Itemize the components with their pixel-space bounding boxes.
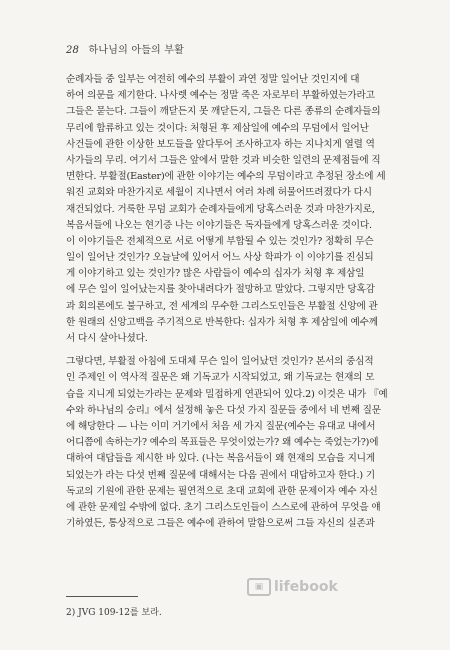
text-line: 하여 의문을 제기한다. 나사렛 예수는 정말 죽은 자로부터 부활하였는가라고 [66,90,375,102]
text-line: 일이 일어난 것인가? 오늘날에 있어서 어느 사상 학파가 이 이야기를 진심되 [66,252,374,264]
text-line: 한 원래의 신앙고백을 주기적으로 반복한다: 십자가 처형 후 제삼일에 예수께 [66,316,378,328]
text-line: 사건들에 관한 이상한 보도들을 앞다투어 조사하고자 하는 지나치게 열렬 역 [66,138,375,150]
text-line: 독교의 기원에 관한 문제는 필연적으로 초대 교회에 관한 문제이자 예수 자신 [66,485,378,497]
book-icon: ▣ [247,578,271,596]
text-line: 이 이야기들은 전체적으로 서로 어떻게 부합될 수 있는 것인가? 정확히 무슨 [66,235,374,247]
text-line: 그렇다면, 부활절 아침에 도대체 무슨 일이 일어났던 것인가? 본서의 중심적 [66,356,374,368]
text-line: 순례자들 중 일부는 여전히 예수의 부활이 과연 정말 일어난 것인지에 대 [66,74,360,85]
text-line: 복음서들에 나오는 현기증 나는 이야기들은 독자들에게 당혹스러운 것이다. [66,219,372,231]
text-line: 게 이야기하고 있는 것인가? 많은 사람들이 예수의 십자가 처형 후 제삼일 [66,268,365,280]
text-line: 인 주제인 이 역사적 질문은 왜 기독교가 시작되었고, 왜 기독교는 현재의 모 [66,372,375,384]
text-line: 워진 교회와 마찬가지로 세월이 지나면서 여러 차례 허물어뜨려졌다가 다시 [66,187,372,199]
text-line: 수와 하나님의 승리』에서 설정해 놓은 다섯 가지 질문들 중에서 네 번째 질문 [66,404,381,416]
text-line: 대하여 대답들을 제시한 바 있다. (나는 복음서들이 왜 현재의 모습을 지니게 [66,453,376,465]
footnote-divider [66,596,138,597]
text-line: 어디쯤에 속하는가? 예수의 목표들은 무엇이었는가? 왜 예수는 죽었는가?)에 [66,437,379,449]
text-line: 재건되었다. 거룩한 무덤 교회가 순례자들에게 당혹스러운 것과 마찬가지로, [66,203,375,215]
text-line: 과 회의론에도 불구하고, 전 세계의 무수한 그리스도인들은 부활절 신앙에 관 [66,300,378,312]
watermark [247,578,338,596]
paragraph-1 [66,72,400,347]
text-line: 에 관한 문제일 수밖에 없다. 초기 그리스도인들이 스스로에 관하여 무엇을 얘 [66,501,381,513]
text-line: 에 무슨 일이 일어났는지를 찾아내려다가 절망하고 말았다. 그렇지만 당혹감 [66,284,375,296]
text-line: 되었는가 라는 다섯 번째 질문에 대해서는 다음 권에서 대답하고자 한다.) 기 [66,469,376,481]
paragraph-gap [66,347,400,354]
text-line: 그들은 묻는다. 그들이 깨닫든지 못 깨닫든지, 그들은 다른 종류의 순례자들의 [66,106,381,118]
paragraph-2 [66,354,400,532]
footnote: 2) JVG 109-12를 보라. [66,608,162,618]
running-head [66,41,184,56]
text-line: 습을 지니게 되었는가라는 문제와 밀접하게 연관되어 있다.2) 이것은 내가 『예 [66,388,388,400]
body-text [66,72,400,532]
text-line: 기하였든, 통상적으로 그들은 예수에 관하여 말함으로써 그들 자신의 실존과 [66,518,375,530]
running-title: 하나님의 아들의 부활 [88,45,185,56]
page-number: 28 [66,45,80,56]
watermark-text: lifebook [274,579,338,595]
text-line: 서 다시 살아나셨다. [66,333,148,344]
text-line: 에 해당한다 — 나는 이미 거기에서 처음 세 가지 질문(예수는 유대교 내에서 [66,420,376,432]
text-line: 사가들의 무리. 여기서 그들은 앞에서 말한 것과 비슷한 일련의 문제점들에 직 [66,154,381,166]
text-line: 무리에 합류하고 있는 것이다: 처형된 후 제삼일에 예수의 무덤에서 일어난 [66,122,369,134]
text-line: 면한다. 부활절(Easter)에 관한 이야기는 예수의 무덤이라고 추정된 장소에 세 [66,171,386,183]
